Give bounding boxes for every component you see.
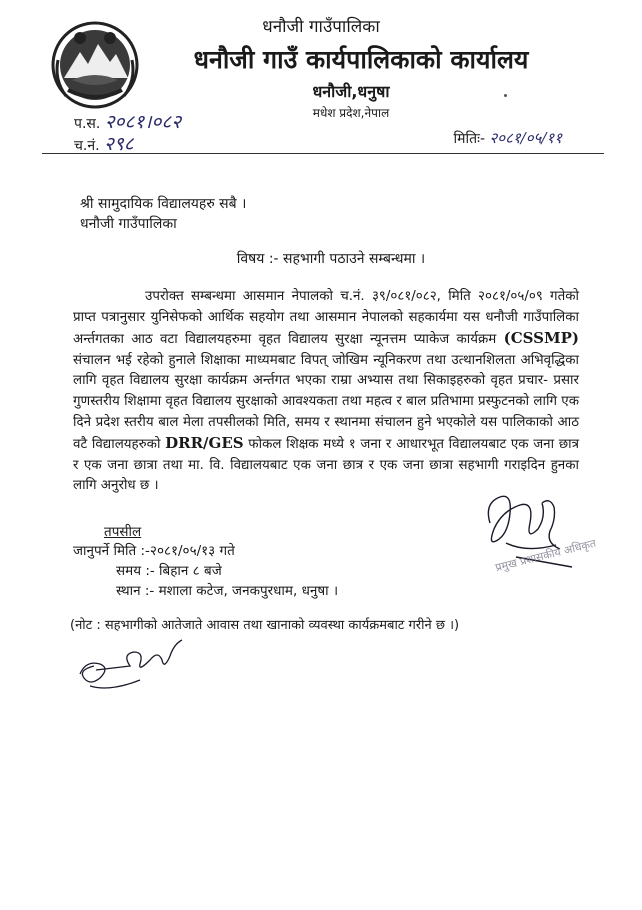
body-part-3: फोकल शिक्षक मध्ये १ जना र आधारभूत विद्यालयबाट एक जना छात्र र एक जना छात्रा तथा मा. वि. विद्यालयबाट एक जना छात्र र एक जना छात्रा सहभागी गराइदिन हुनका लागि अनुरोध छ । — [73, 437, 579, 494]
addressee-line-2: धनौजी गाउँपालिका — [80, 216, 177, 232]
addressee-line-1: श्री सामुदायिक विद्यालयहरु सबै । — [80, 196, 247, 212]
office-title: धनौजी गाउँ कार्यपालिकाको कार्यालय — [193, 45, 529, 74]
letter-body — [73, 287, 579, 497]
officer-stamp-text: प्रमुख प्रशासकीय अधिकृत — [493, 536, 598, 575]
details-date: जानुपर्ने मिति :-२०८१/०५/१३ गते — [73, 543, 235, 559]
date-label: मितिः- — [453, 131, 486, 147]
cn-label: च.नं. — [74, 138, 100, 154]
letter-date — [454, 128, 562, 148]
office-place: धनौजी,धनुषा — [312, 82, 390, 101]
office-province: मधेश प्रदेश,नेपाल — [312, 106, 390, 120]
ink-dot — [504, 94, 507, 97]
details-time: समय :- बिहान ८ बजे — [116, 563, 222, 579]
details-venue: स्थान :- मशाला कटेज, जनकपुरधाम, धनुषा । — [116, 583, 339, 599]
body-part-2: संचालन भई रहेको हुनाले शिक्षाका माध्यमबाट विपत् जोखिम न्यूनिकरण तथा उत्थानशिलता अभिवृद्धिका लागि वृहत विद्यालय सुरक्षा कार्यक्रम अर्न्तगत भएका राम्रा अभ्यास तथा सिकाइहरुको वृहत प्रचार- प्रसार गुणस्तरीय शिक्षामा वृहत विद्यालय सुरक्षाको आवश्यकता तथा महत्व र बाल प्रतिभामा प्रस्फुटनको लागि एक दिने प्रदेश स्तरीय बाल मेला तपसीलको मिति, समय र स्थानमा संचालन हुने भएकोले यस पालिकाको आठ वटै विद्यालयहरुको — [73, 352, 579, 453]
ps-value: २०८१।०८२ — [104, 111, 182, 133]
body-bold-drr-ges: DRR/GES — [165, 434, 244, 453]
letter-note: (नोट : सहभागीको आतेजाते आवास तथा खानाको व्यवस्था कार्यक्रमबाट गरीने छ ।) — [70, 618, 460, 633]
date-value: २०८१/०५/११ — [489, 129, 562, 147]
ps-label: प.स. — [74, 116, 101, 132]
municipality-name: धनौजी गाउँपालिका — [262, 17, 380, 37]
body-bold-cssmp: (CSSMP) — [503, 329, 579, 348]
details-heading: तपसील — [104, 524, 142, 540]
secondary-signature-icon — [70, 630, 190, 710]
header-divider — [42, 153, 604, 154]
body-part-1: उपरोक्त सम्बन्धमा आसमान नेपालको च.नं. ३९/०८१/०८२, मिति २०८१/०५/०९ गतेको प्राप्त पत्रानुसार युनिसेफको आर्थिक सहयोग तथा आसमान नेपालको सहकार्यमा यस धनौजी गाउँपालिका अर्न्तगतका आठ वटा विद्यालयहरुमा वृहत विद्यालय सुरक्षा न्यूनत्तम प्याकेज कार्यक्रम — [73, 289, 579, 348]
letter-subject: विषय :- सहभागी पठाउने सम्बन्धमा । — [236, 251, 426, 267]
cn-value: २९८ — [104, 133, 134, 155]
